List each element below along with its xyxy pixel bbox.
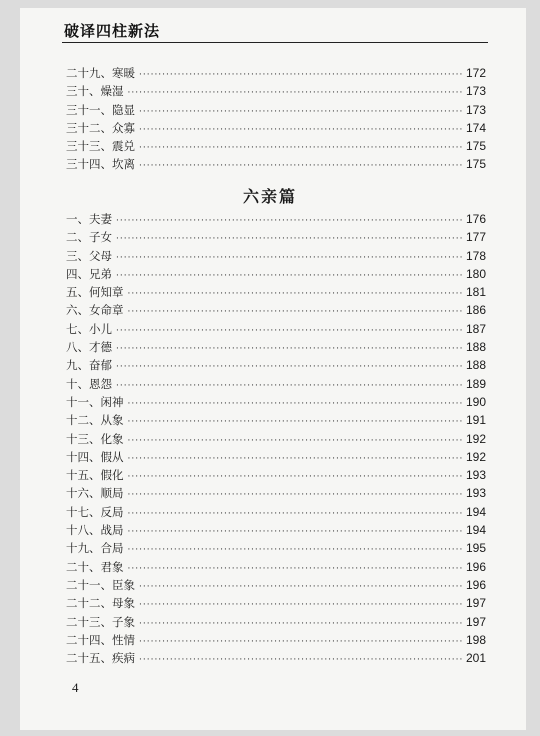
toc-entry-page: 198 [465,632,486,647]
toc-entry-page: 180 [465,266,486,281]
toc-entry [66,119,486,137]
toc-entry [66,320,486,338]
toc-entry-page: 201 [465,651,486,666]
toc-entry [66,82,486,100]
dot-leader [139,157,462,175]
toc-entry-label: 十九、合局 [66,541,124,556]
toc-entry [66,466,486,484]
toc-entry-label: 七、小儿 [66,321,112,336]
toc-entry-page: 178 [465,248,486,263]
toc-entry-page: 173 [465,102,486,117]
toc-entry-label: 五、何知章 [66,285,124,300]
toc-entry-label: 三十四、坎离 [66,157,135,172]
toc-entry [66,356,486,374]
toc-entry-page: 186 [465,303,486,318]
toc-entry-page: 194 [465,523,486,538]
toc-entry-label: 十二、从象 [66,413,124,428]
toc-entry [66,137,486,155]
toc-entry-page: 196 [465,559,486,574]
toc-entry-label: 二十四、性情 [66,632,135,647]
toc-entry-page: 176 [465,212,486,226]
dot-leader [139,596,462,614]
toc-entry [66,283,486,301]
toc-entry [66,101,486,119]
dot-leader [116,358,462,376]
dot-leader [116,340,462,358]
dot-leader [128,541,463,559]
toc-entry-label: 二十五、疾病 [66,651,135,666]
toc-entry [66,210,486,228]
toc-entry [66,64,486,82]
toc-entry-page: 175 [465,157,486,172]
toc-entry [66,594,486,612]
toc-entry-label: 十五、假化 [66,468,124,483]
toc-entry-page: 196 [465,577,486,592]
dot-leader [128,84,463,102]
toc-entry [66,393,486,411]
toc-entry-label: 二十一、臣象 [66,577,135,592]
toc-entry [66,338,486,356]
toc-entry-label: 八、才德 [66,340,112,355]
toc-entry [66,411,486,429]
toc-entry-page: 191 [465,413,486,428]
toc-entry-page: 197 [465,614,486,629]
toc-entry-page: 193 [465,468,486,483]
dot-leader [139,633,462,651]
dot-leader [128,505,463,523]
toc-entry-label: 九、奋郁 [66,358,112,373]
toc-entry-page: 177 [465,230,486,245]
toc-entry-label: 十八、战局 [66,523,124,538]
dot-leader [128,486,463,504]
toc-entry-label: 四、兄弟 [66,266,112,281]
running-header-title: 破译四柱新法 [64,22,161,40]
dot-leader [139,103,462,121]
dot-leader [116,322,462,340]
toc-entry-page: 192 [465,449,486,464]
toc-entry-label: 三、父母 [66,248,112,263]
dot-leader [116,377,462,395]
dot-leader [116,267,462,285]
toc-entry-label: 三十三、震兑 [66,139,135,154]
toc-entry [66,448,486,466]
toc-entry-label: 二十二、母象 [66,596,135,611]
toc-entry-page: 193 [465,486,486,501]
dot-leader [128,560,463,578]
page-number: 4 [72,680,79,695]
toc-entry-label: 十、恩怨 [66,376,112,391]
toc-entry-page: 181 [465,285,486,300]
section-heading: 六亲篇 [242,187,297,206]
toc-entry [66,521,486,539]
toc-entry-page: 175 [465,139,486,154]
toc-entry [66,576,486,594]
dot-leader [139,139,462,157]
toc-entry-page: 197 [465,596,486,611]
toc-entry-label: 十六、顺局 [66,486,124,501]
toc-entry-page: 187 [465,321,486,336]
toc-entry-page: 172 [465,66,486,80]
toc-entry-label: 二十九、寒暖 [66,66,135,80]
toc-entry-page: 174 [465,120,486,135]
toc-list-liuqin [66,210,486,667]
dot-leader [128,523,463,541]
toc-entry-page: 188 [465,340,486,355]
dot-leader [128,413,463,431]
toc-entry-page: 189 [465,376,486,391]
toc-entry [66,430,486,448]
toc-entry [66,247,486,265]
toc-entry [66,631,486,649]
dot-leader [128,468,463,486]
toc-entry [66,613,486,631]
toc-entry-label: 十七、反局 [66,504,124,519]
dot-leader [128,285,463,303]
toc-entry [66,265,486,283]
header-rule [62,42,488,43]
dot-leader [139,121,462,139]
toc-entry-label: 三十二、众寡 [66,120,135,135]
toc-entry-page: 195 [465,541,486,556]
toc-entry-label: 二十三、子象 [66,614,135,629]
toc-entry-label: 十一、闲神 [66,394,124,409]
toc-entry [66,503,486,521]
dot-leader [128,450,463,468]
dot-leader [128,432,463,450]
dot-leader [116,230,462,248]
toc-entry-page: 194 [465,504,486,519]
toc-entry [66,649,486,667]
toc-entry-page: 188 [465,358,486,373]
toc-entry-label: 六、女命章 [66,303,124,318]
toc-entry-label: 三十、燥湿 [66,84,124,99]
toc-entry-page: 173 [465,84,486,99]
toc-entry [66,228,486,246]
dot-leader [139,66,462,84]
toc-entry-page: 190 [465,394,486,409]
toc-entry [66,539,486,557]
toc-entry [66,301,486,319]
toc-entry-label: 二、子女 [66,230,112,245]
dot-leader [139,651,462,669]
dot-leader [139,578,462,596]
toc-entry-label: 三十一、隐显 [66,102,135,117]
toc-entry [66,484,486,502]
toc-entry-label: 一、夫妻 [66,212,112,226]
dot-leader [116,212,462,230]
toc-entry [66,155,486,173]
toc-entry-label: 二十、君象 [66,559,124,574]
toc-entry-page: 192 [465,431,486,446]
toc-entry [66,558,486,576]
toc-entry-label: 十三、化象 [66,431,124,446]
toc-entry [66,375,486,393]
dot-leader [116,249,462,267]
toc-list-continued [66,64,486,174]
dot-leader [128,395,463,413]
dot-leader [128,303,463,321]
dot-leader [139,615,462,633]
toc-entry-label: 十四、假从 [66,449,124,464]
